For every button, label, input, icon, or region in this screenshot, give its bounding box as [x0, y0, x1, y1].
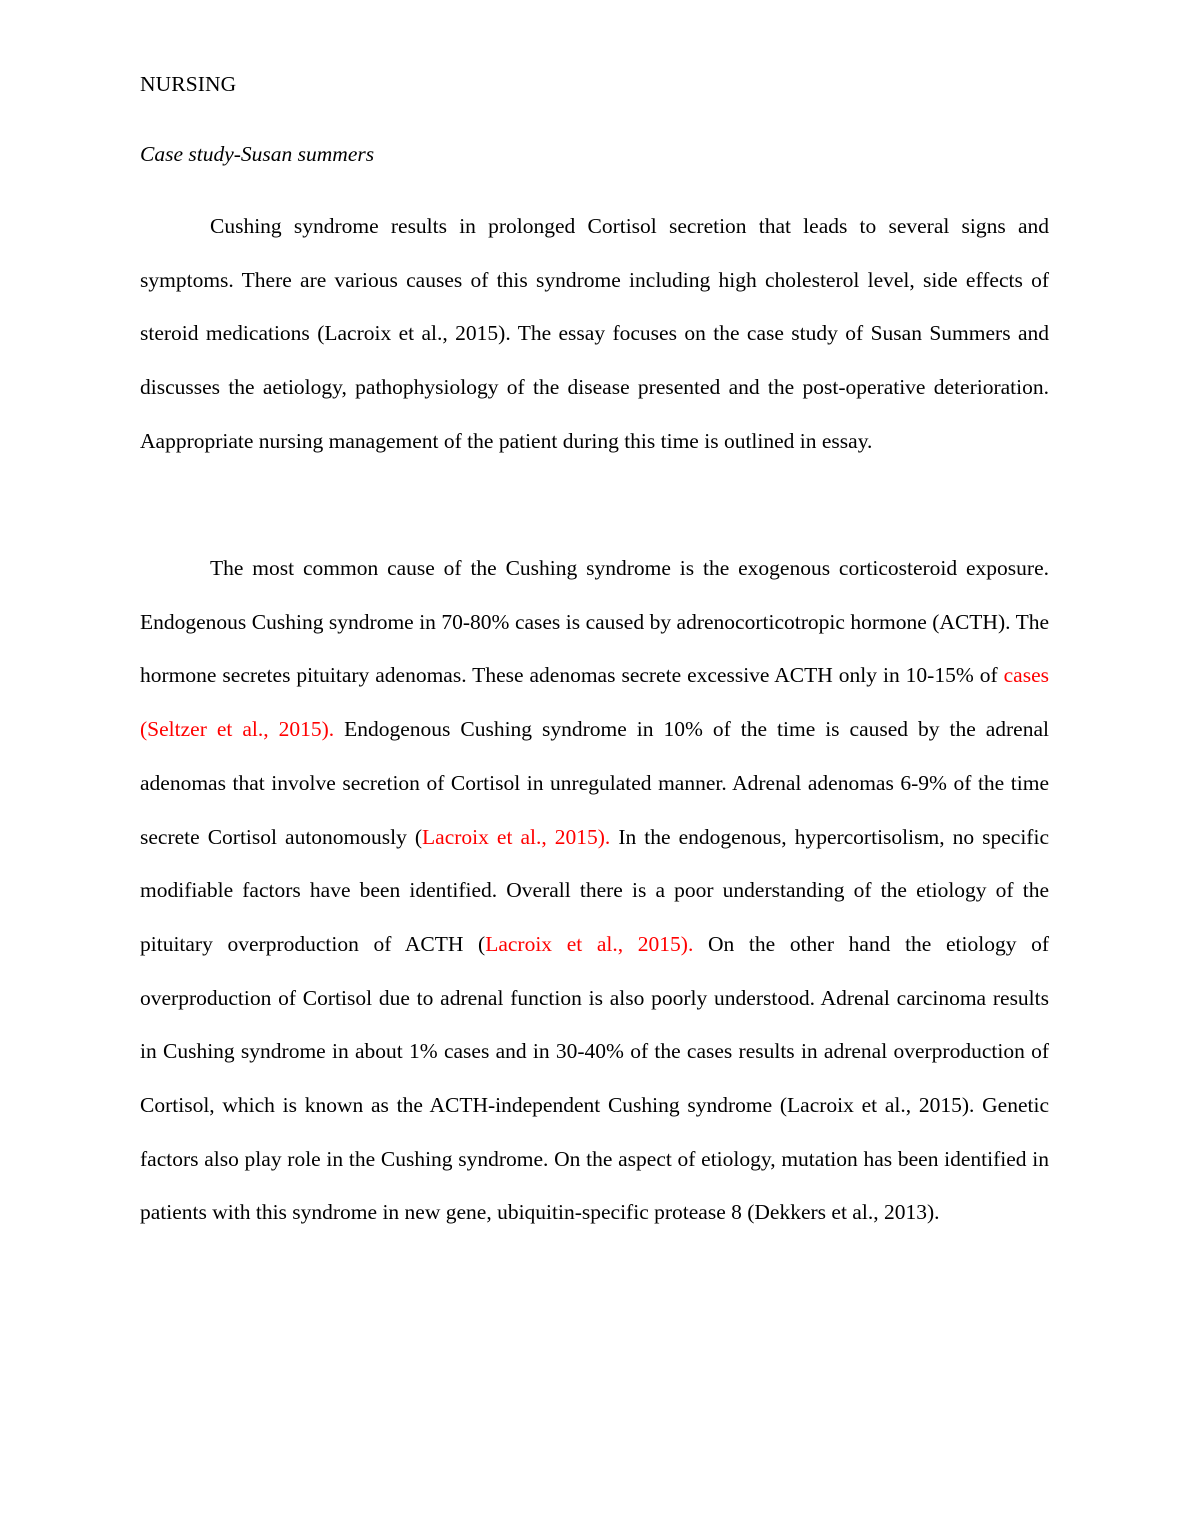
- paragraph-etiology: [140, 542, 1049, 1240]
- citation-highlight: cases (Seltzer et al., 2015).: [140, 663, 1049, 742]
- paragraph-text-segment: In the endogenous, hypercortisolism, no specific modifiable factors have been identified. Overall there is a poor understanding of the etiology of the pituitary overproduction of ACTH (: [140, 824, 1049, 956]
- paragraph-introduction: Cushing syndrome results in prolonged Cortisol secretion that leads to several signs and symptoms. There are various causes of this syndrome including high cholesterol level, side effects of steroid medications (Lacroix et al., 2015). The essay focuses on the case study of Susan Summers and discusses the aetiology, pathophysiology of the disease presented and the post-operative deterioration. Aappropriate nursing management of the patient during this time is outlined in essay.: [140, 214, 1049, 453]
- document-title: Case study-Susan summers: [140, 142, 375, 166]
- paragraph-text-segment: The most common cause of the Cushing syndrome is the exogenous corticosteroid exposure. Endogenous Cushing syndrome in 70-80% cases is caused by adrenocorticotropic hormone (ACTH). The hormone secretes pituitary adenomas. These adenomas secrete excessive ACTH only in 10-15% of: [140, 556, 1049, 688]
- running-head: NURSING: [140, 72, 237, 96]
- citation-highlight: Lacroix et al., 2015).: [485, 931, 694, 956]
- paragraph-text-segment: Endogenous Cushing syndrome in 10% of the time is caused by the adrenal adenomas that involve secretion of Cortisol in unregulated manner. Adrenal adenomas 6-9% of the time secrete Cortisol autonomously (: [140, 717, 1049, 849]
- citation-highlight: Lacroix et al., 2015).: [422, 824, 619, 849]
- paragraph-text-segment: On the other hand the etiology of overproduction of Cortisol due to adrenal function is also poorly understood. Adrenal carcinoma results in Cushing syndrome in about 1% cases and in 30-40% of the cases results in adrenal overproduction of Cortisol, which is known as the ACTH-independent Cushing syndrome (Lacroix et al., 2015). Genetic factors also play role in the Cushing syndrome. On the aspect of etiology, mutation has been identified in patients with this syndrome in new gene, ubiquitin-specific protease 8 (Dekkers et al., 2013).: [140, 931, 1050, 1225]
